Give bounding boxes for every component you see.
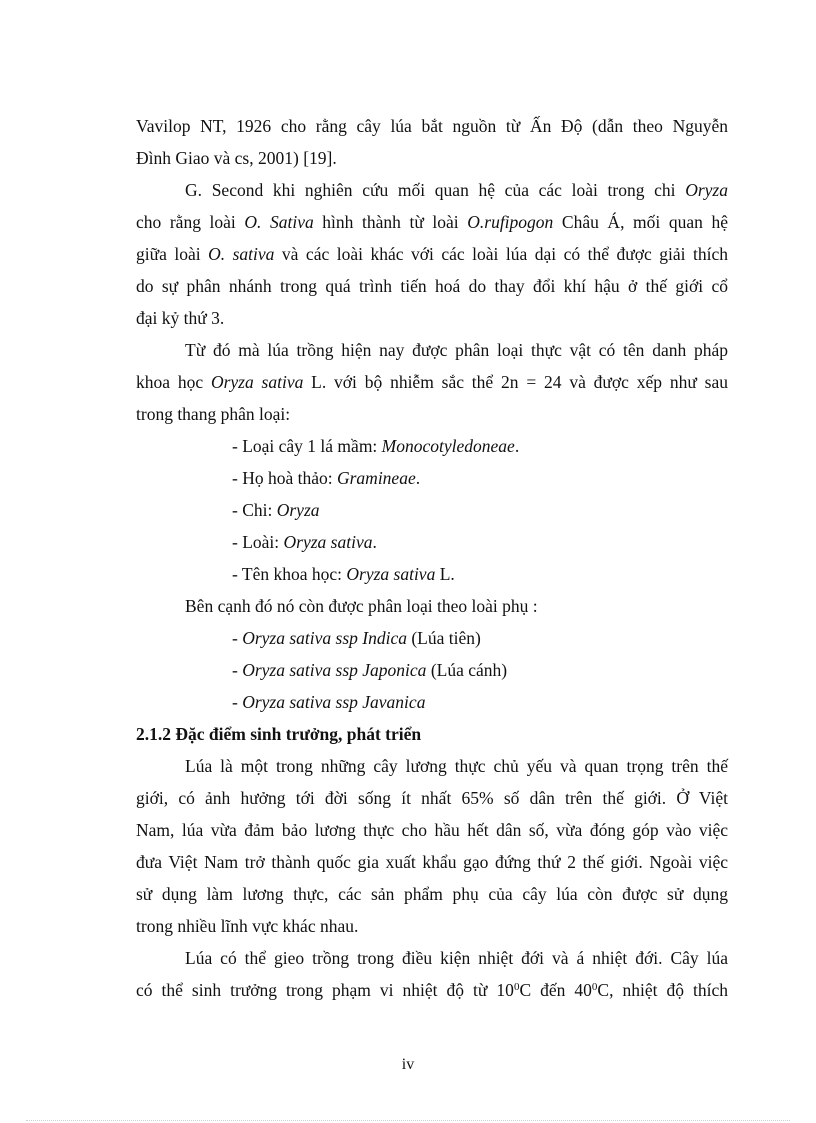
text-span: Lúa là một trong những cây lương thực chủ yếu và quan trọng trên thế xyxy=(185,756,728,776)
page-bottom-divider xyxy=(26,1120,790,1121)
classification-item xyxy=(136,494,728,526)
paragraph-line xyxy=(136,910,728,942)
subspecies-name: Oryza sativa ssp Japonica xyxy=(242,660,427,680)
paragraph-line xyxy=(136,398,728,430)
species-name: O. sativa xyxy=(208,244,275,264)
classification-item xyxy=(136,526,728,558)
paragraph-line xyxy=(136,366,728,398)
text-span: Nam, lúa vừa đảm bảo lương thực cho hầu hết dân số, vừa đóng góp vào việc xyxy=(136,820,728,840)
item-label: - Tên khoa học: xyxy=(232,564,347,584)
item-suffix: L. xyxy=(435,564,455,584)
text-span: trong thang phân loại: xyxy=(136,404,291,424)
paragraph-line xyxy=(136,110,728,142)
item-suffix: . xyxy=(415,468,421,488)
genus-name: Oryza xyxy=(685,180,728,200)
text-span: Vavilop NT, 1926 cho rằng cây lúa bắt nguồn từ Ấn Độ (dẫn theo Nguyễn xyxy=(136,116,728,136)
paragraph-line xyxy=(136,878,728,910)
taxon-name: Gramineae xyxy=(336,468,416,488)
item-suffix: (Lúa tiên) xyxy=(406,628,481,648)
degree-superscript: 0 xyxy=(591,981,598,993)
taxon-name: Oryza sativa xyxy=(283,532,373,552)
taxon-name: Oryza xyxy=(276,500,320,520)
text-span: C đến 40 xyxy=(519,980,592,1000)
paragraph-line xyxy=(136,846,728,878)
text-span: Đình Giao và cs, 2001) [19]. xyxy=(136,148,337,168)
taxon-name: Monocotyledoneae xyxy=(381,436,515,456)
text-span: C, nhiệt độ thích xyxy=(597,980,728,1000)
classification-item xyxy=(136,558,728,590)
text-span: giới, có ảnh hưởng tới đời sống ít nhất 65% số dân trên thế giới. Ở Việt xyxy=(136,788,728,808)
text-span: cho rằng loài xyxy=(136,212,245,232)
paragraph-line xyxy=(136,974,728,1006)
subspecies-item xyxy=(136,654,728,686)
subspecies-name: Oryza sativa ssp Javanica xyxy=(242,692,426,712)
paragraph-line xyxy=(136,750,728,782)
section-heading: 2.1.2 Đặc điểm sinh trưởng, phát triển xyxy=(136,724,422,744)
item-suffix: . xyxy=(514,436,520,456)
text-span: Bên cạnh đó nó còn được phân loại theo loài phụ : xyxy=(185,596,538,616)
text-span: Châu Á, mối quan hệ xyxy=(553,212,728,232)
subspecies-item xyxy=(136,622,728,654)
text-span: đại kỷ thứ 3. xyxy=(136,308,225,328)
text-span: G. Second khi nghiên cứu mối quan hệ của các loài trong chi xyxy=(185,180,686,200)
text-span: có thể sinh trưởng trong phạm vi nhiệt độ từ 10 xyxy=(136,980,514,1000)
text-span: sử dụng làm lương thực, các sản phẩm phụ của cây lúa còn được sử dụng xyxy=(136,884,728,904)
text-span: trong nhiều lĩnh vực khác nhau. xyxy=(136,916,359,936)
paragraph-line xyxy=(136,782,728,814)
text-span: đưa Việt Nam trở thành quốc gia xuất khẩu gạo đứng thứ 2 thế giới. Ngoài việc xyxy=(136,852,728,872)
item-label: - Loại cây 1 lá mầm: xyxy=(232,436,382,456)
classification-item xyxy=(136,462,728,494)
paragraph-line xyxy=(136,142,728,174)
paragraph-line xyxy=(136,238,728,270)
item-label: - Họ hoà thảo: xyxy=(232,468,337,488)
paragraph-line xyxy=(136,942,728,974)
item-prefix: - xyxy=(232,660,243,680)
text-span: khoa học xyxy=(136,372,211,392)
paragraph-line xyxy=(136,206,728,238)
item-label: - Loài: xyxy=(232,532,284,552)
classification-item xyxy=(136,430,728,462)
text-span: Từ đó mà lúa trồng hiện nay được phân loại thực vật có tên danh pháp xyxy=(185,340,728,360)
taxon-name: Oryza sativa xyxy=(346,564,436,584)
text-span: Lúa có thể gieo trồng trong điều kiện nhiệt đới và á nhiệt đới. Cây lúa xyxy=(185,948,728,968)
species-name: O.rufipogon xyxy=(467,212,554,232)
text-span: L. với bộ nhiễm sắc thể 2n = 24 và được xếp như sau xyxy=(303,372,728,392)
subspecies-item xyxy=(136,686,728,718)
page-number: iv xyxy=(401,1056,415,1073)
item-label: - Chi: xyxy=(232,500,277,520)
text-span: giữa loài xyxy=(136,244,209,264)
text-span: và các loài khác với các loài lúa dại có thể được giải thích xyxy=(274,244,728,264)
item-suffix: . xyxy=(372,532,377,552)
paragraph-line xyxy=(136,174,728,206)
paragraph-line xyxy=(136,590,728,622)
body-text xyxy=(136,110,728,1006)
paragraph-line xyxy=(136,270,728,302)
text-span: hình thành từ loài xyxy=(313,212,468,232)
species-name: Oryza sativa xyxy=(210,372,304,392)
degree-superscript: 0 xyxy=(513,981,520,993)
item-prefix: - xyxy=(232,628,243,648)
paragraph-line xyxy=(136,814,728,846)
text-span: do sự phân nhánh trong quá trình tiến hoá do thay đổi khí hậu ở thế giới cổ xyxy=(136,276,728,296)
paragraph-line xyxy=(136,334,728,366)
item-suffix: (Lúa cánh) xyxy=(426,660,508,680)
subspecies-name: Oryza sativa ssp Indica xyxy=(242,628,407,648)
paragraph-line xyxy=(136,302,728,334)
item-prefix: - xyxy=(232,692,243,712)
species-name: O. Sativa xyxy=(244,212,314,232)
